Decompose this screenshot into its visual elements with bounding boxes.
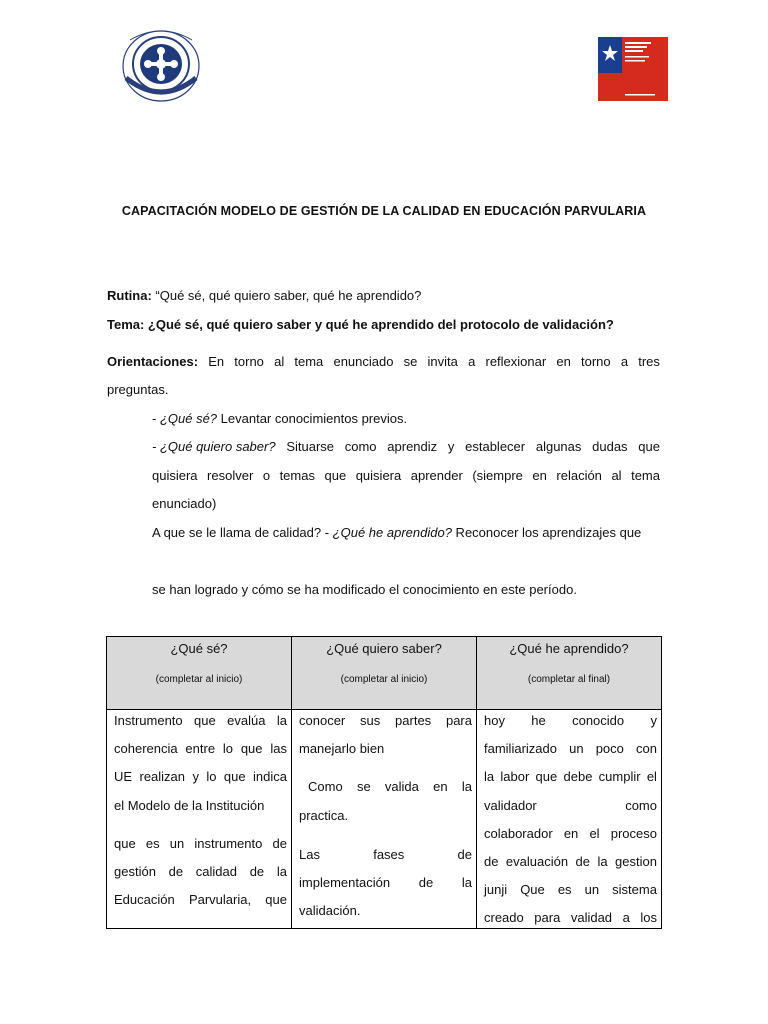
cell-word: de bbox=[418, 875, 434, 890]
cell-word: para bbox=[445, 713, 472, 728]
cell-word: que bbox=[535, 769, 558, 784]
cell-line bbox=[484, 853, 657, 871]
cell-word: labor bbox=[500, 769, 530, 784]
bullet2-word: (siempre bbox=[472, 468, 523, 483]
cell-line: practica. bbox=[299, 808, 349, 823]
cell-word: gestion bbox=[615, 854, 657, 869]
cell-word: creado bbox=[484, 910, 524, 925]
cell-word: evalúa bbox=[227, 713, 266, 728]
bullet2-word: establecer bbox=[465, 439, 526, 454]
cell-word: validad bbox=[570, 910, 613, 925]
cell-word: debe bbox=[563, 769, 593, 784]
orientaciones-word: a bbox=[620, 354, 629, 369]
bullet-que-se-question: ¿Qué sé? bbox=[159, 411, 218, 426]
cell-word: la bbox=[276, 713, 287, 728]
cell-word: familiarizado bbox=[484, 741, 557, 756]
cell-word: de bbox=[168, 864, 184, 879]
header-que-he-aprendido bbox=[477, 637, 662, 710]
bullet2-word: que bbox=[324, 468, 347, 483]
cell-word: los bbox=[640, 910, 657, 925]
cell-word: para bbox=[534, 910, 561, 925]
orientaciones-word: invita bbox=[427, 354, 458, 369]
calidad-text: Reconocer los aprendizajes que bbox=[451, 525, 642, 540]
cell-word: de bbox=[575, 854, 590, 869]
bullet-que-quiero-line-2 bbox=[152, 467, 660, 485]
cell-line bbox=[114, 740, 287, 758]
table-header-row bbox=[107, 637, 662, 710]
orientaciones-line-2: preguntas. bbox=[107, 382, 169, 397]
cell-word: validador bbox=[484, 798, 537, 813]
cell-word: que bbox=[265, 892, 287, 907]
orientaciones-word: torno bbox=[234, 354, 264, 369]
cell-word: UE bbox=[114, 769, 133, 784]
bullet2-word: quisiera bbox=[355, 468, 402, 483]
cell-que-he-aprendido bbox=[477, 710, 662, 929]
orientaciones-word: se bbox=[403, 354, 418, 369]
bullet2-word: temas bbox=[279, 468, 315, 483]
cell-word: en bbox=[433, 779, 448, 794]
cell-line bbox=[299, 874, 472, 892]
cell-line bbox=[299, 712, 472, 730]
cell-line bbox=[114, 835, 287, 853]
cell-word: en bbox=[563, 826, 579, 841]
cell-word: a bbox=[622, 910, 630, 925]
bullet2-word: o bbox=[262, 468, 271, 483]
cell-word: Educación bbox=[114, 892, 175, 907]
bullet2-word: algunas bbox=[535, 439, 582, 454]
header-subtitle: (completar al final) bbox=[527, 674, 611, 685]
cell-line bbox=[484, 712, 657, 730]
bullet2-word: resolver bbox=[207, 468, 254, 483]
cell-word: poco bbox=[595, 741, 624, 756]
cell-word: el bbox=[589, 826, 600, 841]
orientaciones-label: Orientaciones: bbox=[107, 354, 199, 369]
rutina-line bbox=[107, 287, 421, 305]
rutina-label: Rutina: bbox=[107, 288, 152, 303]
bullet2-word: tema bbox=[631, 468, 660, 483]
orientaciones-word: En bbox=[208, 354, 225, 369]
bullet2-word: dudas bbox=[592, 439, 628, 454]
cell-word: las bbox=[270, 741, 287, 756]
cell-word: la bbox=[484, 769, 495, 784]
bullet2-word: como bbox=[344, 439, 377, 454]
cell-word: implementación bbox=[299, 875, 391, 890]
cell-word: la bbox=[597, 854, 608, 869]
cell-word: la bbox=[461, 779, 472, 794]
cell-line bbox=[484, 909, 657, 927]
cell-line bbox=[484, 740, 657, 758]
cell-word: que bbox=[240, 741, 263, 756]
header-que-se bbox=[107, 637, 292, 710]
bullet-que-quiero-line-3: enunciado) bbox=[152, 496, 217, 511]
university-seal-logo bbox=[120, 26, 202, 104]
cell-word: que bbox=[114, 836, 136, 851]
orientaciones-word: tema bbox=[294, 354, 324, 369]
header-subtitle: (completar al inicio) bbox=[155, 674, 243, 685]
cell-word: Que bbox=[520, 882, 545, 897]
bullet2-word: aprendiz bbox=[387, 439, 438, 454]
cell-word: sistema bbox=[612, 882, 657, 897]
cell-word: de bbox=[484, 854, 499, 869]
calidad-line bbox=[152, 524, 641, 542]
cell-line bbox=[484, 825, 657, 843]
cell-word: he bbox=[531, 713, 546, 728]
cell-line bbox=[484, 797, 657, 815]
cell-word: la bbox=[276, 864, 287, 879]
cell-line: manejarlo bien bbox=[299, 741, 385, 756]
bullet-que-se bbox=[152, 410, 407, 428]
cell-word: es bbox=[145, 836, 160, 851]
cell-line bbox=[114, 891, 287, 909]
cell-word: lo bbox=[206, 769, 217, 784]
orientaciones-line-1 bbox=[107, 353, 660, 371]
bullet2-word: en bbox=[532, 468, 547, 483]
orientaciones-word: al bbox=[274, 354, 285, 369]
cell-word: un bbox=[569, 741, 584, 756]
cell-line bbox=[484, 881, 657, 899]
cell-word: evaluación bbox=[505, 854, 569, 869]
cell-que-quiero-saber bbox=[292, 710, 477, 929]
cell-word: cumplir bbox=[598, 769, 641, 784]
cell-line: validación. bbox=[299, 903, 361, 918]
cell-word: que bbox=[223, 769, 246, 784]
bullet-que-se-text: Levantar conocimientos previos. bbox=[217, 411, 408, 426]
cell-word: como bbox=[625, 798, 657, 813]
bullet2-word: al bbox=[611, 468, 622, 483]
cell-line bbox=[114, 863, 287, 881]
orientaciones-word: enunciado bbox=[333, 354, 394, 369]
orientaciones-word: torno bbox=[581, 354, 611, 369]
table-row bbox=[107, 710, 662, 929]
header-question: ¿Qué quiero saber? bbox=[326, 641, 442, 656]
cell-line: el Modelo de la Institución bbox=[114, 798, 265, 813]
tema-line bbox=[107, 316, 614, 334]
header-question: ¿Qué he aprendido? bbox=[509, 641, 629, 656]
cell-word: el bbox=[646, 769, 657, 784]
cell-word: Instrumento bbox=[114, 713, 183, 728]
tema-text: Tema: ¿Qué sé, qué quiero saber y qué he aprendido del protocolo de validación? bbox=[107, 317, 614, 332]
cell-word: un bbox=[169, 836, 185, 851]
bullet-que-quiero-line-1 bbox=[152, 438, 660, 456]
calidad-line-2: se han logrado y cómo se ha modificado el conocimiento en este período. bbox=[152, 582, 577, 597]
cell-word: que bbox=[194, 713, 216, 728]
cell-word: y bbox=[650, 713, 657, 728]
orientaciones-word: a bbox=[468, 354, 476, 369]
cell-word: Parvularia, bbox=[188, 892, 252, 907]
bullet-que-quiero-question: - ¿Qué quiero saber? bbox=[152, 439, 276, 454]
calidad-que-he-aprendido: ¿Qué he aprendido? bbox=[332, 525, 452, 540]
cell-word: proceso bbox=[610, 826, 657, 841]
cell-word: Las bbox=[299, 847, 320, 862]
kwl-table bbox=[106, 636, 662, 929]
junji-logo bbox=[598, 37, 668, 101]
bullet2-word: Situarse bbox=[286, 439, 335, 454]
bullet2-word: relación bbox=[556, 468, 602, 483]
rutina-text: “Qué sé, qué quiero saber, qué he aprendido? bbox=[155, 288, 422, 303]
cell-word: de bbox=[272, 836, 287, 851]
cell-word: colaborador bbox=[484, 826, 553, 841]
cell-line bbox=[484, 768, 657, 786]
cell-word: realizan bbox=[139, 769, 186, 784]
bullet2-word: quisiera bbox=[152, 468, 198, 483]
cell-word: lo bbox=[222, 741, 233, 756]
cell-word: hoy bbox=[484, 713, 505, 728]
cell-line bbox=[114, 768, 287, 786]
cell-line bbox=[308, 778, 472, 796]
cell-word: es bbox=[557, 882, 572, 897]
cell-word: gestión bbox=[114, 864, 156, 879]
cell-word: partes bbox=[395, 713, 432, 728]
bullet-prefix: - bbox=[152, 411, 160, 426]
cell-word: conocido bbox=[572, 713, 625, 728]
cell-word: con bbox=[636, 741, 657, 756]
orientaciones-word: reflexionar bbox=[485, 354, 547, 369]
cell-word: conocer bbox=[299, 713, 346, 728]
cell-word: de bbox=[249, 864, 265, 879]
header-subtitle: (completar al inicio) bbox=[340, 674, 428, 685]
cell-word: coherencia bbox=[114, 741, 178, 756]
cell-word: la bbox=[461, 875, 472, 890]
cell-word: Como bbox=[308, 779, 343, 794]
cell-word: indica bbox=[253, 769, 287, 784]
page-title: CAPACITACIÓN MODELO DE GESTIÓN DE LA CALIDAD EN EDUCACIÓN PARVULARIA bbox=[121, 204, 647, 218]
cell-que-se bbox=[107, 710, 292, 929]
cell-word: de bbox=[457, 847, 472, 862]
cell-word: y bbox=[192, 769, 199, 784]
cell-word: calidad bbox=[195, 864, 237, 879]
cell-line bbox=[114, 712, 287, 730]
header-question: ¿Qué sé? bbox=[170, 641, 228, 656]
bullet2-word: y bbox=[447, 439, 455, 454]
orientaciones-word: tres bbox=[638, 354, 660, 369]
cell-word: valida bbox=[384, 779, 419, 794]
header-que-quiero-saber bbox=[292, 637, 477, 710]
cell-word: instrumento bbox=[194, 836, 263, 851]
cell-word: entre bbox=[185, 741, 216, 756]
cell-line bbox=[299, 846, 472, 864]
cell-word: se bbox=[356, 779, 371, 794]
bullet2-word: que bbox=[638, 439, 660, 454]
cell-word: un bbox=[584, 882, 600, 897]
orientaciones-word: en bbox=[556, 354, 571, 369]
calidad-question: A que se le llama de calidad? - bbox=[152, 525, 333, 540]
cell-word: fases bbox=[373, 847, 405, 862]
cell-word: junji bbox=[484, 882, 508, 897]
bullet2-word: aprender bbox=[410, 468, 463, 483]
cell-word: sus bbox=[360, 713, 381, 728]
